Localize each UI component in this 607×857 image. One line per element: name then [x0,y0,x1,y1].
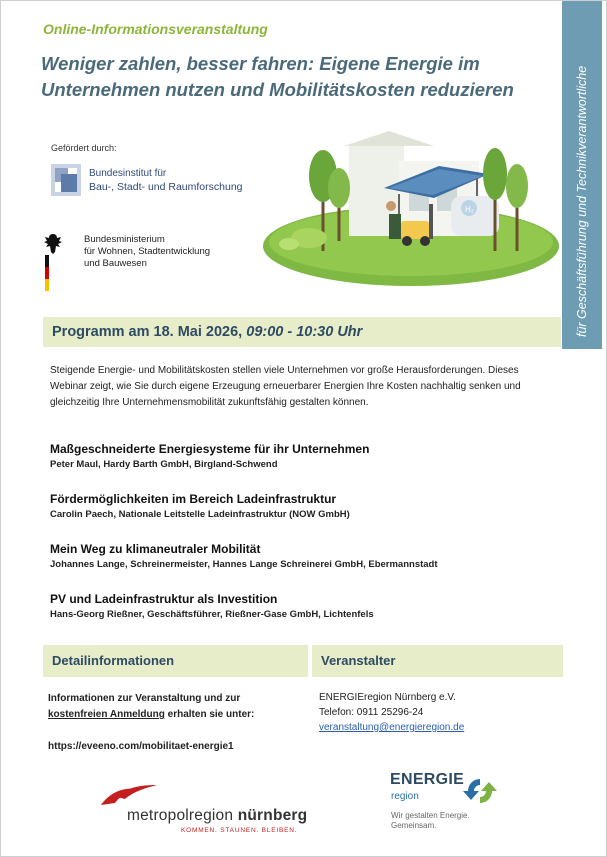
energy-mobility-illustration [259,126,559,306]
intro-paragraph: Steigende Energie- und Mobilitätskosten stellen viele Unternehmen vor große Herausforderungen. Dieses Webinar zeigt, wie Sie durch eigene Erzeugung erneuerbarer Energien Ihre Kosten nachhaltig senken und gleichzeitig Ihre Unternehmensmobilität zukunftsfähig gestalten können. [50,365,521,408]
talk-item [50,592,560,620]
program-header [43,317,561,347]
bmwsb-line-3: und Bauwesen [84,258,147,269]
metropolregion-swoosh-icon [99,783,159,807]
organizer-phone: Telefon: 0911 25296-24 [319,707,424,718]
audience-label-text: für Geschäftsführung und Technikverantwortliche [575,65,589,337]
details-text [48,691,303,723]
details-text-after: erhalten sie unter: [167,709,255,720]
details-text-before: Informationen zur Veranstaltung und zur [48,693,241,704]
talk-title: Fördermöglichkeiten im Bereich Ladeinfrastruktur [50,492,337,506]
energie-tagline [391,811,470,831]
bbsr-line-2: Bau-, Stadt- und Raumforschung [89,181,243,193]
program-date: Programm am 18. Mai 2026, [52,324,243,340]
energie-region-label: region [391,791,419,802]
organizer-name: ENERGIEregion Nürnberg e.V. [319,692,456,703]
registration-url[interactable]: https://eveeno.com/mobilitaet-energie1 [48,741,234,752]
organizer-heading: Veranstalter [312,645,563,677]
energie-tagline-2: Gemeinsam. [391,821,437,830]
energieregion-logo [388,771,508,841]
metro-name-light: metropolregion [127,807,238,824]
bbsr-logo [51,164,261,200]
talk-item [50,442,560,470]
bbsr-mark-icon [51,164,81,196]
bbsr-line-1: Bundesinstitut für [89,168,167,179]
energie-wordmark: ENERGIE [390,771,465,788]
talk-speaker: Peter Maul, Hardy Barth GmbH, Birgland-Schwend [50,459,278,470]
talk-item [50,542,560,570]
svg-text:H₂: H₂ [465,205,474,214]
federal-eagle-icon [43,233,63,255]
metropolregion-tagline: KOMMEN. STAUNEN. BLEIBEN. [181,827,298,834]
event-type-label: Online-Informationsveranstaltung [43,21,268,37]
bmwsb-logo [43,231,243,291]
talk-title: PV und Ladeinfrastruktur als Investition [50,592,278,606]
talk-title: Mein Weg zu klimaneutraler Mobilität [50,542,261,556]
metropolregion-logo [99,783,339,838]
talk-speaker: Carolin Paech, Nationale Leitstelle Ladeinfrastruktur (NOW GmbH) [50,509,350,520]
talk-item [50,492,560,520]
event-title: Weniger zahlen, besser fahren: Eigene Energie im Unternehmen nutzen und Mobilitätskosten reduzieren [41,53,514,100]
funding-label: Gefördert durch: [51,143,117,153]
organizer-email-link[interactable]: veranstaltung@energieregion.de [319,722,465,733]
organizer-contact [319,690,464,735]
registration-link[interactable]: kostenfreien Anmeldung [48,709,165,720]
metro-name-bold: nürnberg [237,807,308,824]
energie-tagline-1: Wir gestalten Energie. [391,811,470,820]
audience-label [575,7,589,337]
metropolregion-name [127,807,307,825]
bmwsb-line-2: für Wohnen, Stadtentwicklung [84,246,211,257]
talk-speaker: Hans-Georg Rießner, Geschäftsführer, Rießner-Gase GmbH, Lichtenfels [50,609,374,620]
talk-title: Maßgeschneiderte Energiesysteme für ihr Unternehmen [50,442,370,456]
audience-side-banner [562,1,602,349]
german-flag-icon [45,255,49,291]
program-time: 09:00 - 10:30 Uhr [246,324,363,340]
details-heading: Detailinformationen [43,645,308,677]
energieregion-arrows-icon [460,775,500,807]
talk-speaker: Johannes Lange, Schreinermeister, Hannes Lange Schreinerei GmbH, Ebermannstadt [50,559,438,570]
bmwsb-line-1: Bundesministerium [84,234,165,245]
